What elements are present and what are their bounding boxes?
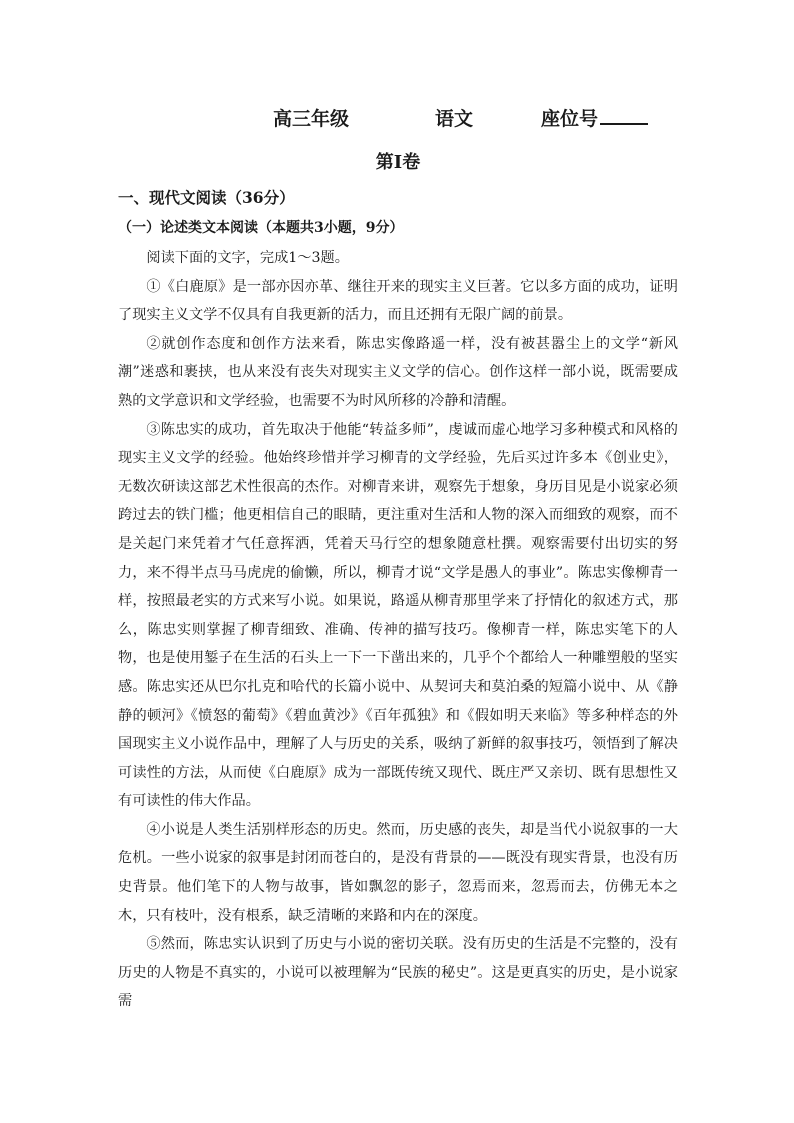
paragraph-instruction: 阅读下面的文字，完成1～3题。 <box>146 250 349 266</box>
paragraph-1: ①《白鹿原》是一部亦因亦革、继往开来的现实主义巨著。它以多方面的成功，证明了现实主义文学不仅具有自我更新的活力，而且还拥有无限广阔的前景。 <box>118 278 678 324</box>
subject-label: 语文 <box>435 108 474 130</box>
reading-passage <box>118 244 678 1016</box>
seat-blank-line <box>600 105 648 125</box>
paragraph-2: ②就创作态度和创作方法来看，陈忠实像路遥一样，没有被甚嚣尘上的文学“新风潮”迷惑和裹挟，也从来没有丧失对现实主义文学的信心。创作这样一部小说，既需要成熟的文学意识和文学经验，也需要不为时风所移的冷静和清醒。 <box>118 335 678 409</box>
exam-header <box>118 104 678 132</box>
grade-label: 高三年级 <box>273 108 350 130</box>
seat-label: 座位号 <box>541 108 599 130</box>
paragraph-4: ④小说是人类生活别样形态的历史。然而，历史感的丧失，却是当代小说叙事的一大危机。一些小说家的叙事是封闭而苍白的，是没有背景的——既没有现实背景，也没有历史背景。他们笔下的人物与故事，皆如飘忽的影子，忽焉而来，忽焉而去，仿佛无本之木，只有枝叶，没有根系，缺乏清晰的来路和内在的深度。 <box>118 821 678 924</box>
seat-number-field <box>541 104 648 131</box>
section-title: 一、现代文阅读（36分） <box>118 188 295 207</box>
volume-title: 第Ⅰ卷 <box>375 152 421 173</box>
paragraph-3: ③陈忠实的成功，首先取决于他能“转益多师”，虔诚而虚心地学习多种模式和风格的现实主义文学的经验。他始终珍惜并学习柳青的文学经验，先后买过许多本《创业史》，无数次研读这部艺术性很高的杰作。对柳青来讲，观察先于想象，身历目见是小说家必须跨过去的铁门槛；他更相信自己的眼睛，更注重对生活和人物的深入而细致的观察，而不是关起门来凭着才气任意挥洒，凭着天马行空的想象随意杜撰。观察需要付出切实的努力，来不得半点马马虎虎的偷懒，所以，柳青才说“文学是愚人的事业”。陈忠实像柳青一样，按照最老实的方式来写小说。如果说，路遥从柳青那里学来了抒情化的叙述方式，那么，陈忠实则掌握了柳青细致、准确、传神的描写技巧。像柳青一样，陈忠实笔下的人物，也是使用錾子在生活的石头上一下一下凿出来的，几乎个个都给人一种雕塑般的坚实感。陈忠实还从巴尔扎克和哈代的长篇小说中、从契诃夫和莫泊桑的短篇小说中、从《静静的顿河》《愤怒的葡萄》《碧血黄沙》《百年孤独》和《假如明天来临》等多种样态的外国现实主义小说作品中，理解了人与历史的关系，吸纳了新鲜的叙事技巧，领悟到了解决可读性的方法，从而使《白鹿原》成为一部既传统又现代、既庄严又亲切、既有思想性又有可读性的伟大作品。 <box>118 421 678 810</box>
subsection-title: （一）论述类文本阅读（本题共3小题，9分） <box>118 220 404 236</box>
paragraph-5: ⑤然而，陈忠实认识到了历史与小说的密切关联。没有历史的生活是不完整的，没有历史的人物是不真实的，小说可以被理解为“民族的秘史”。这是更真实的历史，是小说家需 <box>118 936 678 1010</box>
